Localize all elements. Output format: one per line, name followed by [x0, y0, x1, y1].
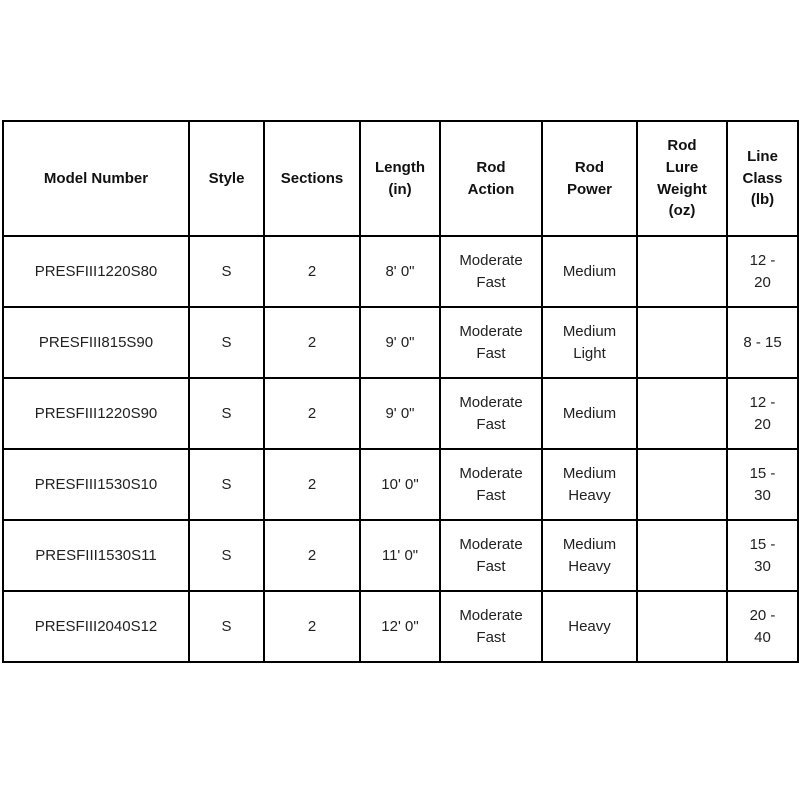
table-row: [3, 378, 798, 449]
cell-model-number: PRESFIII1220S80: [3, 236, 189, 307]
table-row: [3, 591, 798, 662]
cell-sections: 2: [264, 307, 360, 378]
cell-length: 12' 0": [360, 591, 440, 662]
cell-sections: 2: [264, 378, 360, 449]
cell-style: S: [189, 449, 264, 520]
cell-rod-action: Moderate Fast: [440, 591, 542, 662]
cell-style: S: [189, 378, 264, 449]
cell-model-number: PRESFIII1220S90: [3, 378, 189, 449]
cell-rod-action: Moderate Fast: [440, 449, 542, 520]
column-header-length: Length (in): [360, 121, 440, 236]
column-header-line-class: Line Class (lb): [727, 121, 798, 236]
cell-line-class: 20 - 40: [727, 591, 798, 662]
cell-sections: 2: [264, 591, 360, 662]
column-header-rod-lure-weight: Rod Lure Weight (oz): [637, 121, 727, 236]
cell-style: S: [189, 307, 264, 378]
rod-spec-table: [2, 120, 799, 663]
cell-style: S: [189, 236, 264, 307]
table-body: [3, 236, 798, 662]
cell-rod-power: Heavy: [542, 591, 637, 662]
cell-line-class: 12 - 20: [727, 378, 798, 449]
cell-sections: 2: [264, 449, 360, 520]
cell-rod-lure-weight: [637, 307, 727, 378]
column-header-rod-action: Rod Action: [440, 121, 542, 236]
cell-line-class: 8 - 15: [727, 307, 798, 378]
cell-model-number: PRESFIII2040S12: [3, 591, 189, 662]
cell-line-class: 15 - 30: [727, 449, 798, 520]
column-header-model-number: Model Number: [3, 121, 189, 236]
cell-sections: 2: [264, 236, 360, 307]
cell-rod-lure-weight: [637, 378, 727, 449]
cell-rod-power: Medium: [542, 236, 637, 307]
cell-rod-lure-weight: [637, 520, 727, 591]
cell-sections: 2: [264, 520, 360, 591]
cell-rod-power: Medium Heavy: [542, 520, 637, 591]
cell-rod-power: Medium Heavy: [542, 449, 637, 520]
cell-rod-power: Medium: [542, 378, 637, 449]
cell-length: 11' 0": [360, 520, 440, 591]
header-row: [3, 121, 798, 236]
cell-length: 8' 0": [360, 236, 440, 307]
cell-length: 10' 0": [360, 449, 440, 520]
cell-model-number: PRESFIII1530S11: [3, 520, 189, 591]
cell-rod-power: Medium Light: [542, 307, 637, 378]
cell-length: 9' 0": [360, 307, 440, 378]
cell-rod-action: Moderate Fast: [440, 378, 542, 449]
cell-rod-action: Moderate Fast: [440, 236, 542, 307]
cell-model-number: PRESFIII1530S10: [3, 449, 189, 520]
cell-rod-lure-weight: [637, 591, 727, 662]
table-row: [3, 449, 798, 520]
cell-line-class: 15 - 30: [727, 520, 798, 591]
cell-style: S: [189, 520, 264, 591]
cell-model-number: PRESFIII815S90: [3, 307, 189, 378]
table-row: [3, 307, 798, 378]
table-row: [3, 236, 798, 307]
table-row: [3, 520, 798, 591]
cell-style: S: [189, 591, 264, 662]
column-header-rod-power: Rod Power: [542, 121, 637, 236]
spec-table-container: [2, 120, 797, 663]
table-header: [3, 121, 798, 236]
cell-rod-action: Moderate Fast: [440, 307, 542, 378]
cell-rod-lure-weight: [637, 449, 727, 520]
cell-length: 9' 0": [360, 378, 440, 449]
cell-rod-lure-weight: [637, 236, 727, 307]
column-header-sections: Sections: [264, 121, 360, 236]
column-header-style: Style: [189, 121, 264, 236]
cell-rod-action: Moderate Fast: [440, 520, 542, 591]
cell-line-class: 12 - 20: [727, 236, 798, 307]
